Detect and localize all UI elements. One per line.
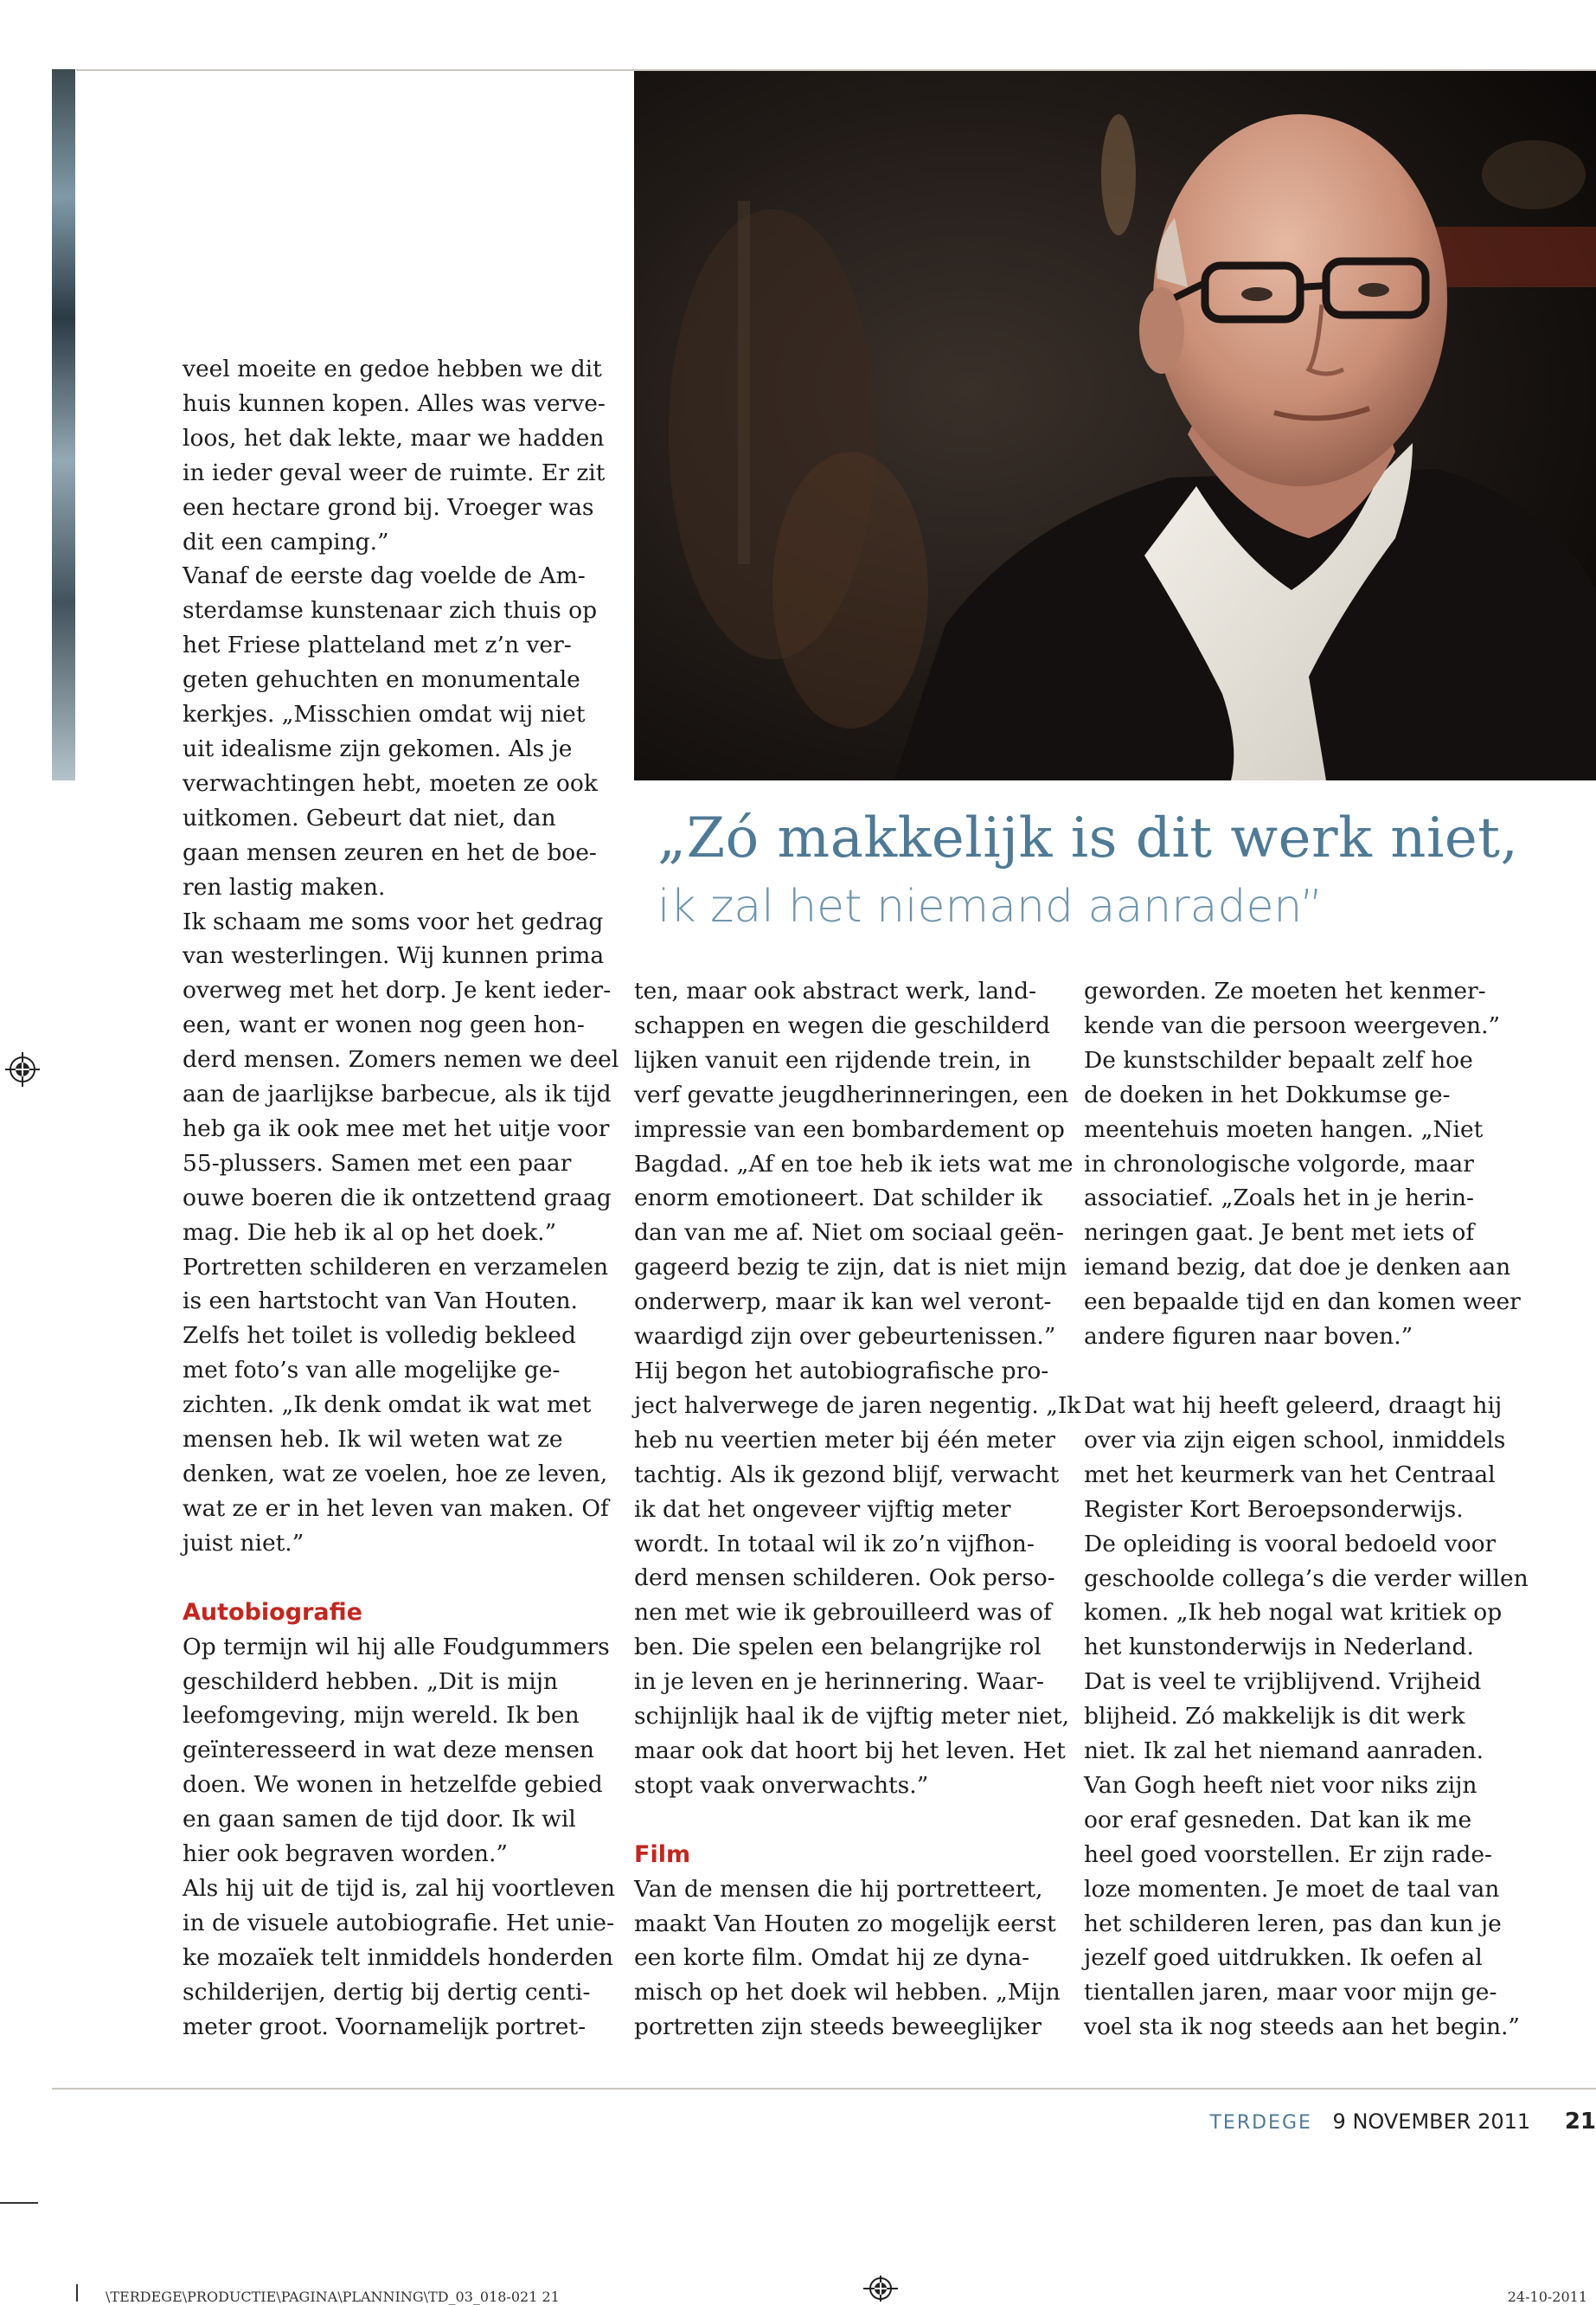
article-column-3 (1084, 974, 1529, 2045)
paragraph (183, 1872, 616, 2045)
text-line: Dat is veel te vrijblijvend. Vrijheid (1084, 1668, 1482, 1696)
text-line: Register Kort Beroepsonderwijs. (1084, 1495, 1464, 1523)
text-line: juist niet.” (183, 1529, 304, 1557)
text-line: Vanaf de eerste dag voelde de Am- (183, 562, 586, 590)
paragraph (183, 1630, 610, 1872)
text-line: derd mensen. Zomers nemen we deel (183, 1046, 619, 1074)
section-heading-autobiografie: Autobiografie (183, 1598, 362, 1626)
text-line: zichten. „Ik denk omdat ik wat met (183, 1391, 592, 1419)
text-line: ren lastig maken. (183, 873, 386, 901)
text-line: De opleiding is vooral bedoeld voor (1084, 1530, 1497, 1557)
text-line: met het keurmerk van het Centraal (1084, 1461, 1496, 1488)
text-line: en gaan samen de tijd door. Ik wil (183, 1806, 576, 1833)
paragraph (1084, 1043, 1521, 1354)
paragraph (634, 1872, 1061, 2045)
registration-mark-icon (863, 2276, 898, 2302)
text-line: Zelfs het toilet is volledig bekleed (183, 1322, 576, 1350)
text-line: ten, maar ook abstract werk, land- (634, 978, 1037, 1005)
text-line: Op termijn wil hij alle Foudgummers (183, 1633, 610, 1660)
text-line: mensen heb. Ik wil weten wat ze (183, 1426, 563, 1454)
text-line: waardigd zijn over gebeurtenissen.” (634, 1323, 1056, 1351)
text-line: mag. Die heb ik al op het doek.” (183, 1218, 557, 1246)
text-line: geïnteresseerd in wat deze mensen (183, 1737, 594, 1764)
text-line: geworden. Ze moeten het kenmer- (1084, 978, 1486, 1005)
text-line: leefomgeving, mijn wereld. Ik ben (183, 1702, 580, 1730)
text-line: uitkomen. Gebeurt dat niet, dan (183, 804, 556, 831)
text-line: loze momenten. Je moet de taal van (1084, 1875, 1500, 1903)
text-line: in chronologische volgorde, maar (1084, 1150, 1474, 1178)
text-line: van westerlingen. Wij kunnen prima (183, 942, 605, 970)
paragraph (634, 974, 1074, 1354)
text-line: kerkjes. „Misschien omdat wij niet (183, 701, 586, 729)
text-line: De kunstschilder bepaalt zelf hoe (1084, 1046, 1473, 1074)
text-line: heb nu veertien meter bij één meter (634, 1426, 1055, 1454)
text-line: geten gehuchten en monumentale (183, 666, 580, 694)
text-line: met foto’s van alle mogelijke ge- (183, 1357, 561, 1384)
text-line: jezelf goed uitdrukken. Ik oefen al (1084, 1944, 1483, 1972)
text-line: verf gevatte jeugdherinneringen, een (634, 1081, 1069, 1108)
text-line: andere figuren naar boven.” (1084, 1323, 1413, 1351)
text-line: verwachtingen hebt, moeten ze ook (183, 769, 598, 797)
text-line: impressie van een bombardement op (634, 1115, 1065, 1143)
text-line: neringen gaat. Je bent met iets of (1084, 1219, 1475, 1247)
text-line: huis kunnen kopen. Alles was verve- (183, 389, 606, 417)
text-line: gageerd bezig te zijn, dat is niet mijn (634, 1254, 1067, 1281)
crop-mark (76, 2284, 78, 2302)
text-line: Hij begon het autobiografische pro- (634, 1357, 1049, 1384)
text-line: 55-plussers. Samen met een paar (183, 1149, 572, 1177)
text-line: dan van me af. Niet om sociaal geën- (634, 1219, 1064, 1247)
text-line: aan de jaarlijkse barbecue, als ik tijd (183, 1081, 612, 1108)
text-line: schappen en wegen die geschilderd (634, 1011, 1051, 1039)
text-line: niet. Ik zal het niemand aanraden. (1084, 1737, 1484, 1765)
text-line: nen met wie ik gebrouilleerd was of (634, 1599, 1052, 1627)
text-line: sterdamse kunstenaar zich thuis op (183, 597, 598, 625)
paragraph (1084, 974, 1516, 1043)
text-line: een bepaalde tijd en dan komen weer (1084, 1288, 1521, 1316)
spacer (634, 1803, 1058, 1838)
text-line: ject halverwege de jaren negentig. „Ik (634, 1391, 1081, 1419)
portrait-photo (634, 71, 1596, 780)
paragraph (183, 352, 606, 559)
pull-quote-line-1: „Zó makkelijk is dit werk niet, (657, 806, 1519, 870)
text-line: doen. We wonen in hetzelfde gebied (183, 1771, 603, 1799)
text-line: het kunstonderwijs in Nederland. (1084, 1634, 1474, 1661)
text-line: komen. „Ik heb nogal wat kritiek op (1084, 1599, 1503, 1627)
text-line: geschoolde collega’s die verder willen (1084, 1564, 1529, 1592)
bottom-rule (52, 2088, 1596, 2090)
text-line: Van de mensen die hij portretteert, (634, 1875, 1043, 1903)
text-line: meter groot. Voornamelijk portret- (183, 2013, 586, 2040)
page-footer (1209, 2109, 1596, 2135)
text-line: tientallen jaren, maar voor mijn ge- (1084, 1979, 1497, 2006)
previous-page-image-strip (52, 69, 75, 780)
text-line: een, want er wonen nog geen hon- (183, 1011, 585, 1039)
text-line: Bagdad. „Af en toe heb ik iets wat me (634, 1150, 1074, 1178)
text-line: voel sta ik nog steeds aan het begin.” (1084, 2013, 1520, 2041)
text-line: gaan mensen zeuren en het de boe- (183, 838, 597, 866)
text-line: enorm emotioneert. Dat schilder ik (634, 1185, 1043, 1212)
text-line: Portretten schilderen en verzamelen (183, 1253, 609, 1281)
crop-mark (0, 2202, 38, 2204)
text-line: wat ze er in het leven van maken. Of (183, 1494, 609, 1522)
text-line: oor eraf gesneden. Dat kan ik me (1084, 1806, 1472, 1833)
text-line: Van Gogh heeft niet voor niks zijn (1084, 1771, 1477, 1799)
text-line: is een hartstocht van Van Houten. (183, 1287, 578, 1315)
print-date: 24-10-2011 (1507, 2289, 1587, 2305)
text-line: meentehuis moeten hangen. „Niet (1084, 1115, 1484, 1143)
paragraph (183, 559, 598, 904)
text-line: uit idealisme zijn gekomen. Als je (183, 735, 573, 762)
page-number: 21 (1564, 2109, 1596, 2135)
text-line: dit een camping.” (183, 528, 389, 555)
text-line: het schilderen leren, pas dan kun je (1084, 1910, 1502, 1937)
text-line: de doeken in het Dokkumse ge- (1084, 1081, 1451, 1108)
text-line: schilderijen, dertig bij dertig centi- (183, 1978, 591, 2006)
text-line: misch op het doek wil hebben. „Mijn (634, 1979, 1061, 2006)
magazine-name: TERDEGE (1209, 2112, 1312, 2134)
text-line: over via zijn eigen school, inmiddels (1084, 1426, 1506, 1454)
registration-mark-icon (5, 1052, 40, 1087)
text-line: portretten zijn steeds beweeglijker (634, 2013, 1042, 2041)
text-line: schijnlijk haal ik de vijftig meter niet, (634, 1703, 1070, 1730)
text-line: geschilderd hebben. „Dit is mijn (183, 1667, 558, 1695)
text-line: ouwe boeren die ik ontzettend graag (183, 1184, 612, 1211)
text-line: Dat wat hij heeft geleerd, draagt hij (1084, 1391, 1503, 1419)
text-line: kende van die persoon weergeven.” (1084, 1011, 1501, 1039)
text-line: iemand bezig, dat doe je denken aan (1084, 1254, 1511, 1281)
text-line: het Friese platteland met z’n ver- (183, 632, 572, 659)
text-line: veel moeite en gedoe hebben we dit (183, 356, 602, 382)
text-line: heb ga ik ook mee met het uitje voor (183, 1114, 610, 1142)
paragraph (183, 1250, 609, 1561)
article-column-1 (183, 352, 619, 2045)
paragraph (1084, 1527, 1529, 2045)
article-column-2 (634, 974, 1081, 2045)
text-line: loos, het dak lekte, maar we hadden (183, 424, 605, 452)
spacer (183, 1561, 598, 1596)
text-line: ik dat het ongeveer vijftig meter (634, 1495, 1011, 1523)
section-heading-film: Film (634, 1840, 691, 1868)
text-line: ke mozaïek telt inmiddels honderden (183, 1943, 613, 1971)
text-line: maar ook dat hoort bij het leven. Het (634, 1737, 1066, 1764)
pull-quote-line-2: ik zal het niemand aanraden” (657, 881, 1324, 933)
text-line: associatief. „Zoals het in je herin- (1084, 1185, 1475, 1212)
issue-date: 9 NOVEMBER 2011 (1332, 2109, 1531, 2134)
text-line: een hectare grond bij. Vroeger was (183, 493, 594, 521)
paragraph (1084, 1389, 1516, 1527)
text-line: wordt. In totaal wil ik zo’n vijfhon- (634, 1530, 1035, 1557)
text-line: denken, wat ze voelen, hoe ze leven, (183, 1461, 608, 1487)
text-line: overweg met het dorp. Je kent ieder- (183, 977, 612, 1005)
print-slug: \TERDEGE\PRODUCTIE\PAGINA\PLANNING\TD_03_018-021 21 (106, 2289, 560, 2305)
text-line: stopt vaak onverwachts.” (634, 1771, 929, 1799)
text-line: derd mensen schilderen. Ook perso- (634, 1564, 1055, 1592)
text-line: ben. Die spelen een belangrijke rol (634, 1634, 1042, 1661)
text-line: maakt Van Houten zo mogelijk eerst (634, 1910, 1056, 1937)
text-line: blijheid. Zó makkelijk is dit werk (1084, 1703, 1465, 1730)
text-line: een korte film. Omdat hij ze dyna- (634, 1944, 1030, 1972)
text-line: Als hij uit de tijd is, zal hij voortleven (183, 1874, 616, 1902)
paragraph (183, 905, 619, 1250)
text-line: in je leven en je herinnering. Waar- (634, 1668, 1044, 1696)
text-line: hier ook begraven worden.” (183, 1840, 508, 1868)
text-line: tachtig. Als ik gezond blijf, verwacht (634, 1461, 1060, 1488)
spacer (1084, 1354, 1516, 1389)
text-line: lijken vanuit een rijdende trein, in (634, 1046, 1031, 1074)
text-line: onderwerp, maar ik kan wel veront- (634, 1288, 1052, 1316)
text-line: heel goed voorstellen. Er zijn rade- (1084, 1840, 1492, 1868)
text-line: Ik schaam me soms voor het gedrag (183, 908, 604, 935)
text-line: in ieder geval weer de ruimte. Er zit (183, 459, 606, 486)
text-line: in de visuele autobiografie. Het unie- (183, 1909, 615, 1936)
paragraph (634, 1354, 1081, 1803)
